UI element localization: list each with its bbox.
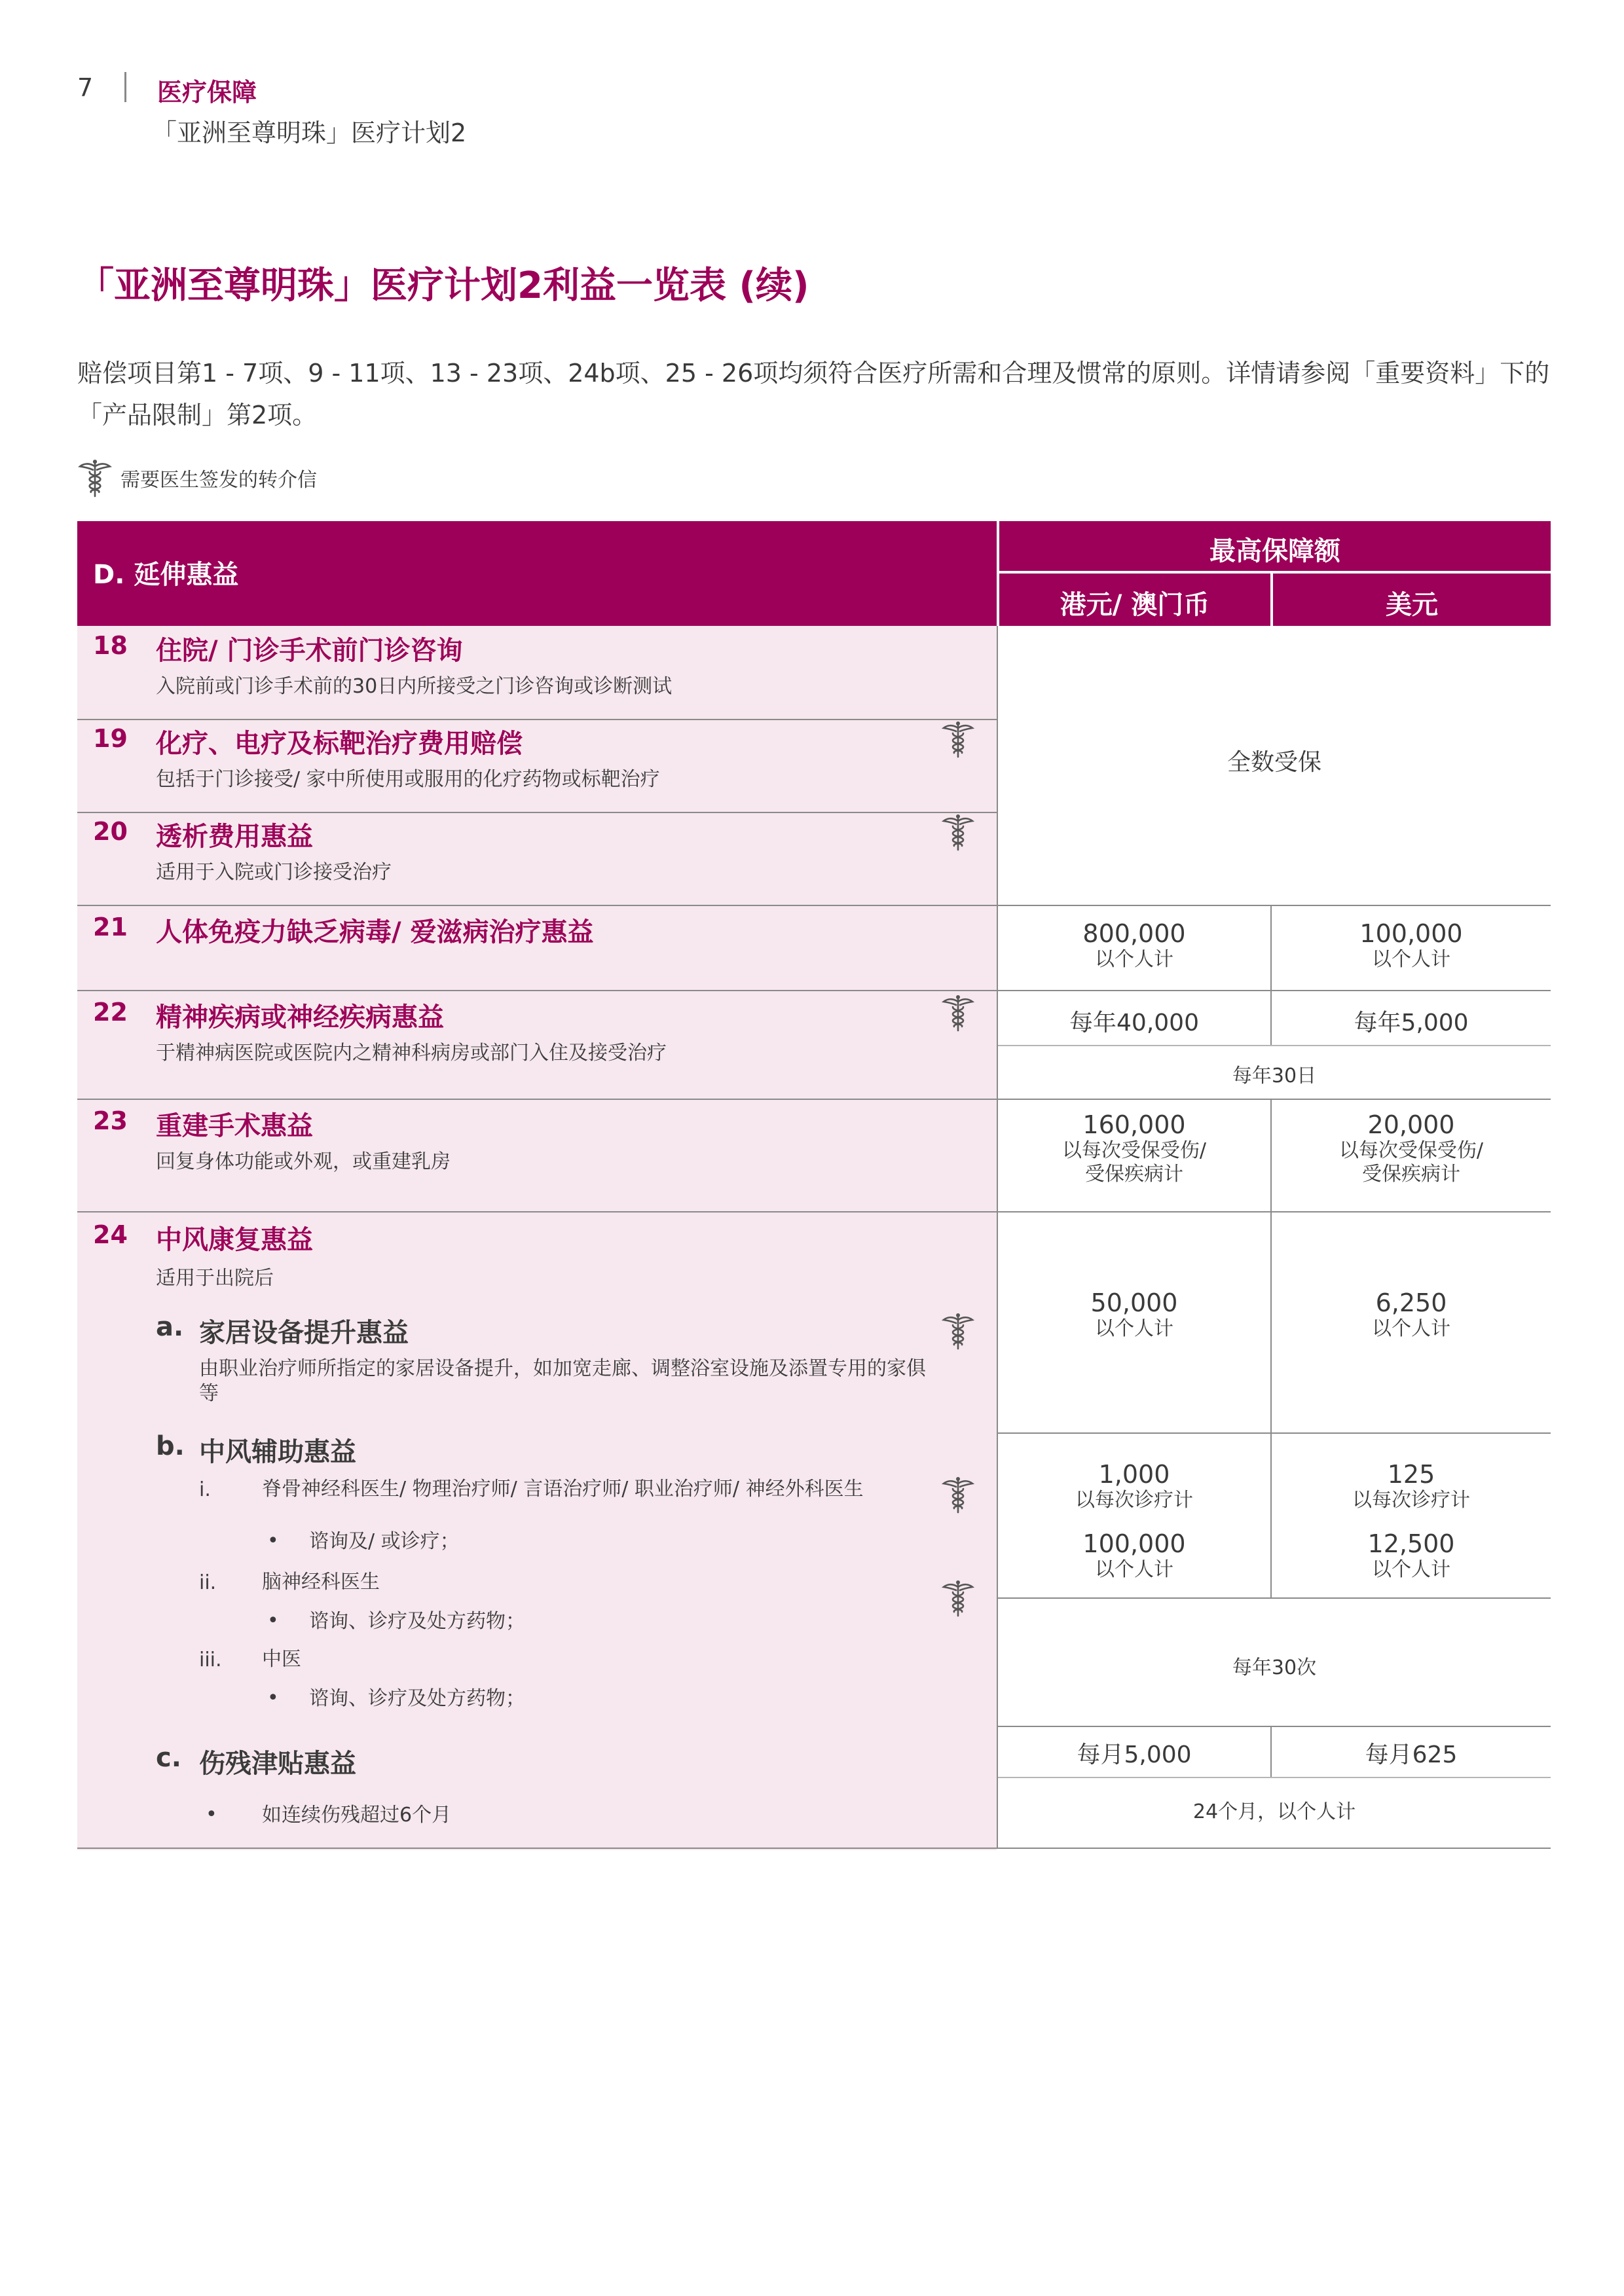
hkd-value: 50,000 以个人计: [1090, 1288, 1178, 1340]
usd-value: 6,250 以个人计: [1372, 1288, 1450, 1340]
benefit-title: 中风康复惠益: [156, 1225, 313, 1255]
caduceus-icon: [942, 720, 974, 758]
roman-label: iii.: [199, 1649, 222, 1671]
caduceus-icon: [77, 458, 113, 498]
shared-value: 每年30日: [1232, 1065, 1317, 1087]
sub-desc: 中医: [262, 1648, 301, 1671]
row-number: 22: [93, 998, 128, 1027]
row-divider: [77, 812, 997, 813]
shared-value: 每年30次: [1232, 1656, 1317, 1679]
plan-name: 「亚洲至尊明珠」医疗计划2: [152, 118, 467, 147]
header-divider: [124, 72, 126, 102]
sub-desc: 由职业治疗师所指定的家居设备提升，如加宽走廊、调整浴室设施及添置专用的家俱等: [199, 1357, 926, 1405]
roman-label: ii.: [199, 1571, 217, 1594]
usd-value: 20,000 以每次受保受伤/ 受保疾病计: [1338, 1110, 1484, 1186]
hkd-value: 1,000 以每次诊疗计: [1075, 1460, 1193, 1512]
usd-value: 100,000 以个人计: [1359, 919, 1463, 971]
benefit-title: 精神疾病或神经疾病惠益: [156, 1002, 444, 1032]
benefit-title: 化疗、电疗及标靶治疗费用赔偿: [156, 729, 523, 759]
hkd-value: 每年40,000: [1069, 1010, 1199, 1036]
col-usd-header: 美元: [1273, 574, 1551, 626]
hkd-value: 每月5,000: [1077, 1741, 1192, 1768]
row-divider: [998, 1726, 1551, 1727]
usd-value: 12,500 以个人计: [1367, 1529, 1455, 1581]
row-number: 19: [93, 724, 128, 753]
benefit-title: 人体免疫力缺乏病毒/ 爱滋病治疗惠益: [156, 917, 594, 947]
roman-label: i.: [199, 1478, 211, 1501]
row-number: 20: [93, 817, 128, 846]
benefit-title: 住院/ 门诊手术前门诊咨询: [156, 636, 463, 666]
sub-title: 家居设备提升惠益: [199, 1318, 409, 1348]
legend: [77, 458, 317, 498]
benefits-table: [77, 521, 1551, 1850]
caduceus-icon: [942, 994, 974, 1032]
bullet-text: 谘询、诊疗及处方药物；: [309, 1610, 525, 1633]
usd-value: 每月625: [1365, 1741, 1458, 1768]
benefit-desc: 适用于入院或门诊接受治疗: [156, 861, 392, 884]
bullet-text: 谘询及/ 或诊疗；: [309, 1530, 460, 1553]
sub-label: a.: [156, 1312, 184, 1342]
section-name: 医疗保障: [157, 78, 257, 107]
shared-value: 24个月，以个人计: [1192, 1800, 1356, 1823]
col-hkd-header: 港元/ 澳门币: [999, 574, 1270, 626]
usd-value: 每年5,000: [1354, 1010, 1469, 1036]
row-number: 18: [93, 631, 128, 660]
benefit-desc: 于精神病医院或医院内之精神科病房或部门入住及接受治疗: [156, 1042, 667, 1065]
row-divider: [77, 1099, 1551, 1100]
bullet-dot: •: [267, 1609, 279, 1632]
intro-paragraph: 赔偿项目第1 - 7项、9 - 11项、13 - 23项、24b项、25 - 26项均须符合医疗所需和合理及惯常的原则。详情请参阅「重要资料」下的「产品限制」第2项。: [77, 359, 1550, 429]
hkd-value: 160,000 以每次受保受伤/ 受保疾病计: [1061, 1110, 1207, 1186]
benefit-desc: 入院前或门诊手术前的30日内所接受之门诊咨询或诊断测试: [156, 675, 673, 698]
bullet-text: 如连续伤残超过6个月: [262, 1804, 452, 1827]
row-number: 24: [93, 1220, 128, 1249]
sub-label: c.: [156, 1743, 181, 1773]
sub-desc: 脑神经科医生: [262, 1571, 380, 1594]
table-bottom: [77, 1848, 1551, 1849]
usd-value: 125 以每次诊疗计: [1352, 1460, 1470, 1512]
benefit-title: 重建手术惠益: [156, 1111, 313, 1141]
caduceus-icon: [942, 1312, 974, 1350]
bullet-text: 谘询、诊疗及处方药物；: [309, 1687, 525, 1710]
page-number: 7: [77, 73, 94, 102]
sub-label: b.: [156, 1431, 185, 1461]
hkd-value: 100,000 以个人计: [1082, 1529, 1186, 1581]
sub-desc: 脊骨神经科医生/ 物理治疗师/ 言语治疗师/ 职业治疗师/ 神经外科医生: [262, 1478, 864, 1501]
max-coverage-header: 最高保障额: [999, 521, 1551, 571]
row-divider: [77, 905, 1551, 906]
row-divider: [998, 1777, 1551, 1778]
benefit-desc: 适用于出院后: [156, 1267, 274, 1290]
legend-text: 需要医生签发的转介信: [120, 469, 317, 492]
row-divider: [77, 719, 997, 720]
benefit-title: 透析费用惠益: [156, 822, 313, 852]
page-title: 「亚洲至尊明珠」医疗计划2利益一览表 (续): [77, 264, 809, 307]
full-coverage-value: 全数受保: [1227, 749, 1321, 776]
row-divider: [77, 1211, 1551, 1212]
row-divider: [998, 1045, 1551, 1046]
sub-title: 中风辅助惠益: [199, 1437, 356, 1467]
caduceus-icon: [942, 1476, 974, 1514]
bullet-dot: •: [267, 1529, 279, 1552]
row-number: 23: [93, 1106, 128, 1135]
bullet-dot: •: [267, 1686, 279, 1709]
row-divider: [998, 1597, 1551, 1599]
benefit-desc: 回复身体功能或外观，或重建乳房: [156, 1150, 451, 1173]
row-divider: [998, 1432, 1551, 1434]
bullet-dot: •: [206, 1803, 217, 1826]
row-number: 21: [93, 913, 128, 941]
caduceus-icon: [942, 813, 974, 851]
hkd-value: 800,000 以个人计: [1082, 919, 1186, 971]
row-divider: [77, 990, 1551, 991]
sub-title: 伤残津贴惠益: [199, 1749, 356, 1779]
section-header: D. 延伸惠益: [77, 521, 997, 626]
benefit-desc: 包括于门诊接受/ 家中所使用或服用的化疗药物或标靶治疗: [156, 768, 660, 791]
caduceus-icon: [942, 1579, 974, 1617]
